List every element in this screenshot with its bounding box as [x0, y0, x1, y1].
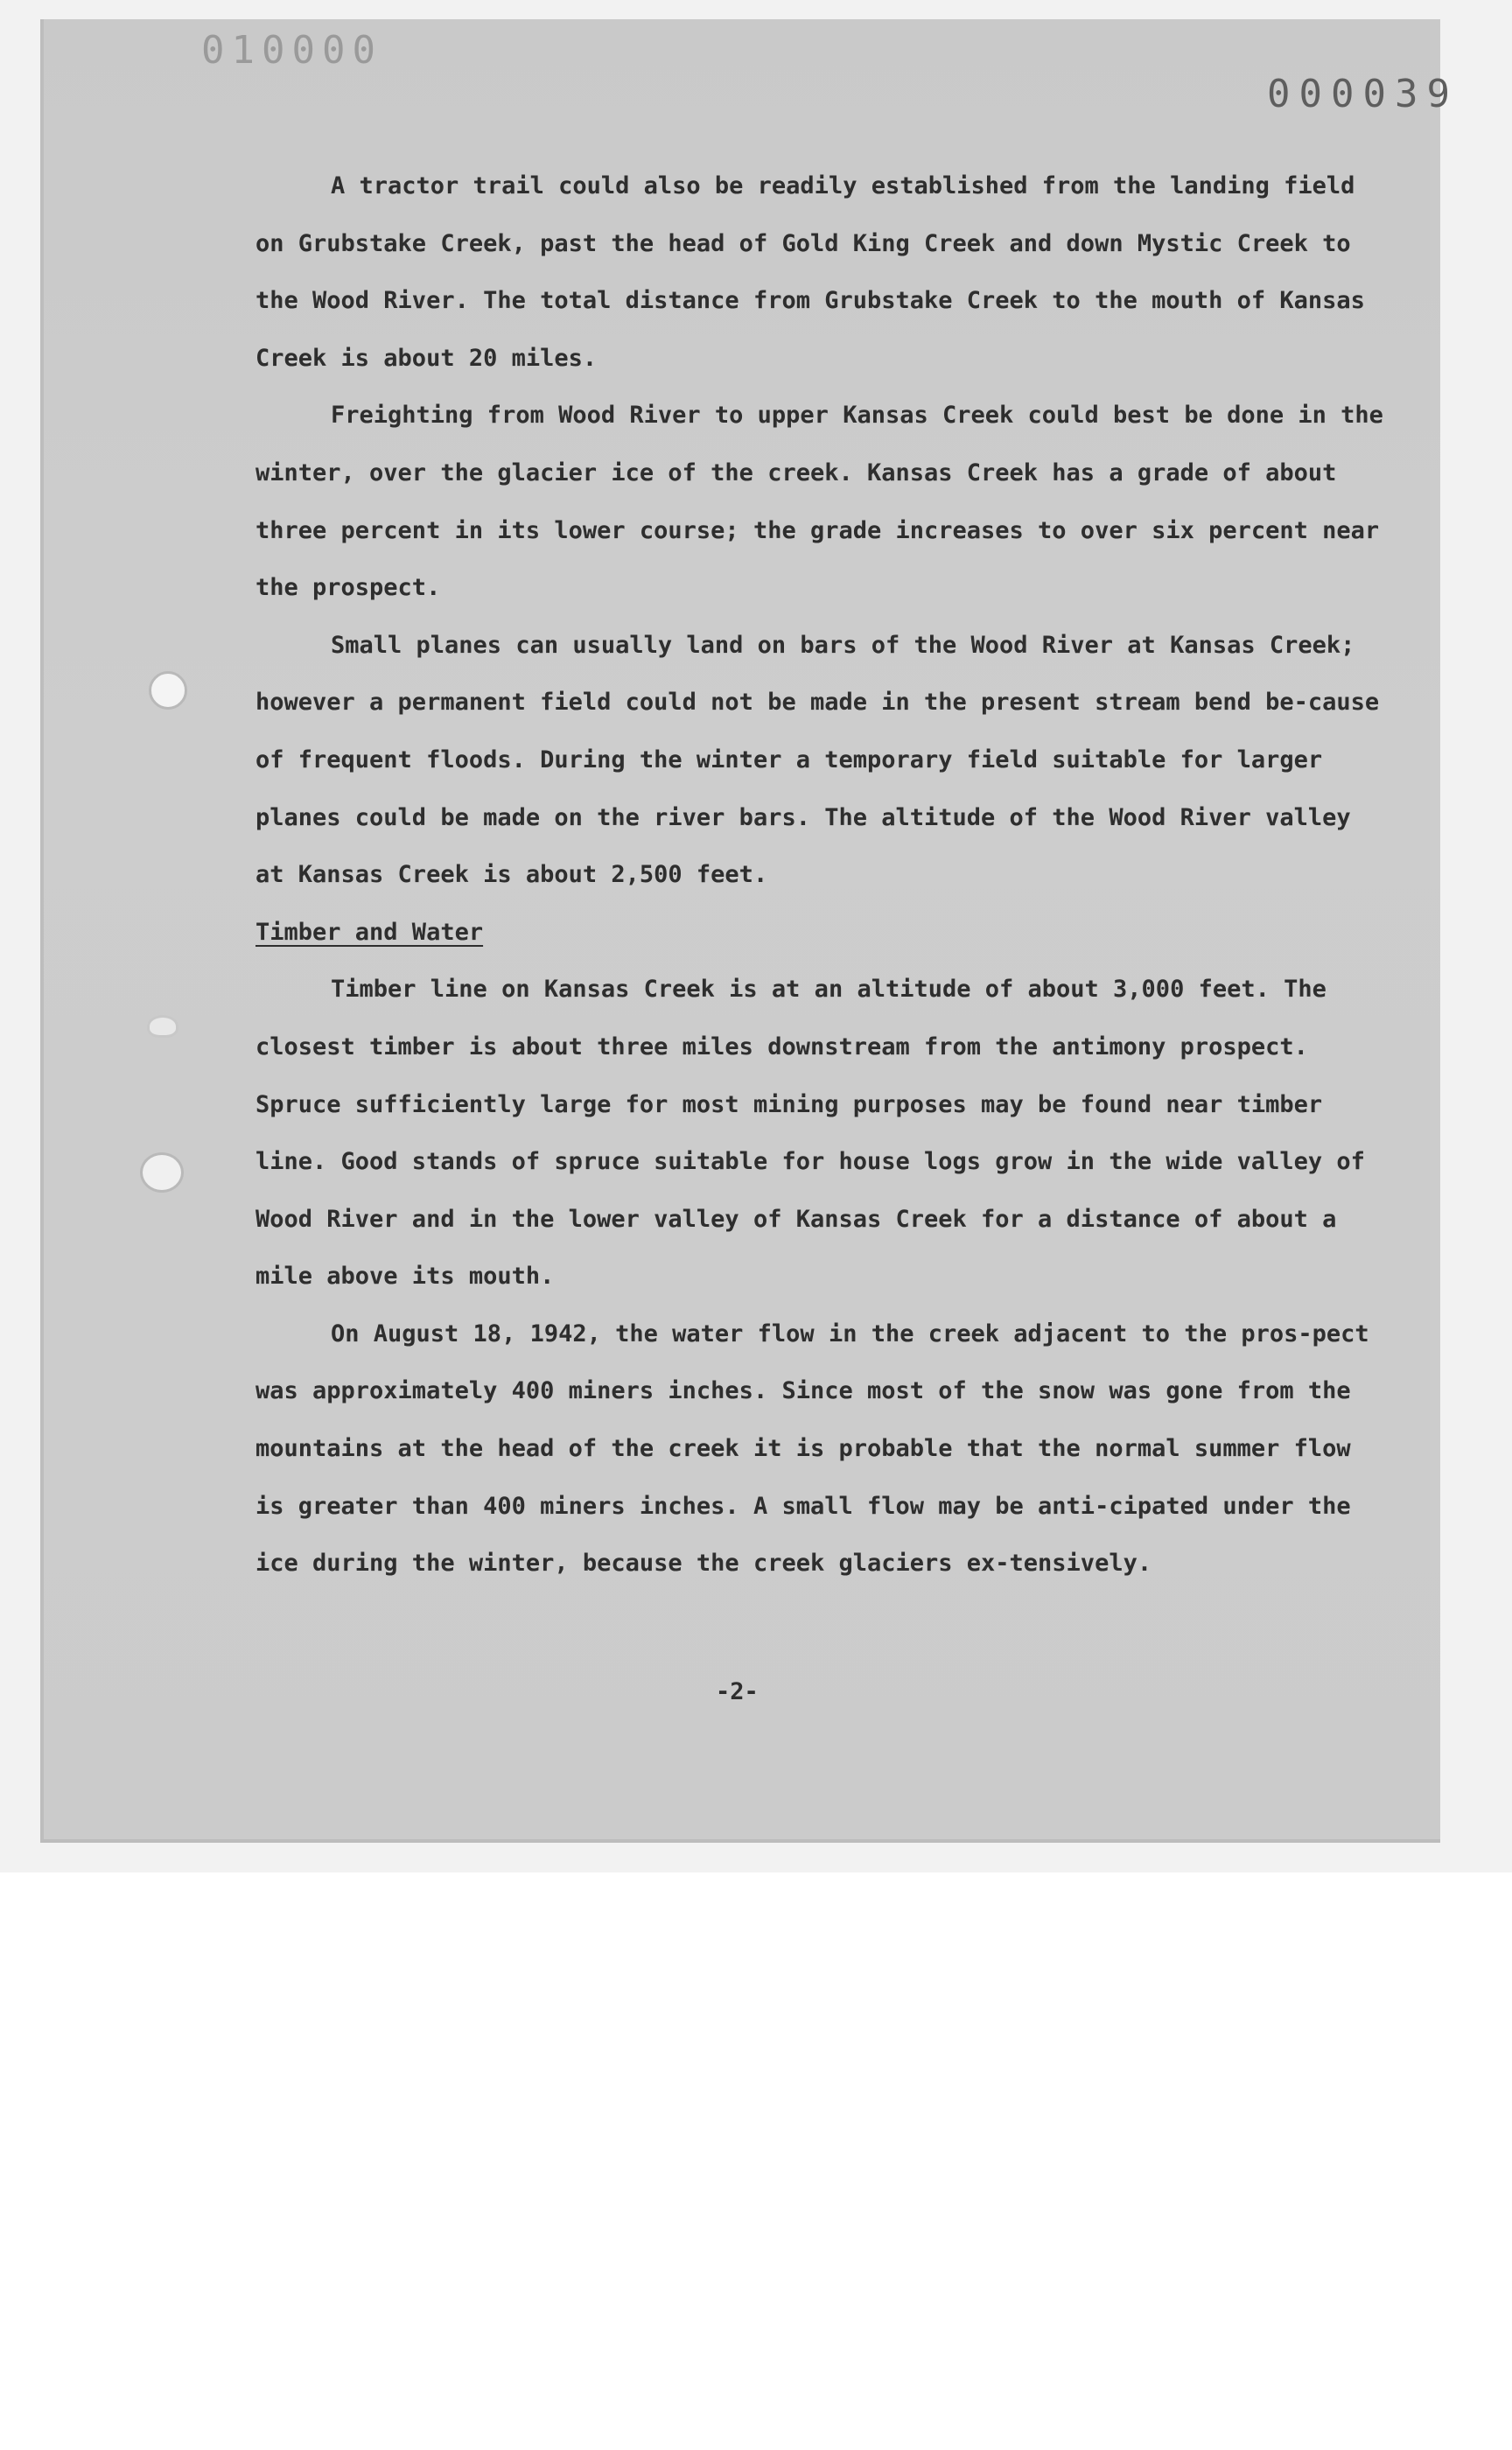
document-body — [256, 158, 1384, 1592]
section-heading-timber-and-water: Timber and Water — [256, 918, 484, 946]
page-number: -2- — [716, 1678, 759, 1705]
document-number-stamp-faded: 010000 — [201, 28, 382, 73]
binder-hole — [149, 671, 187, 710]
paragraph-timber-line: Timber line on Kansas Creek is at an altitude of about 3,000 feet. The closest timber is about three miles downstream from the antimony prospect. Spruce sufficiently large for most mining purposes may be found near timber line. Good stands of spruce suitable for house logs grow in the wide valley of Wood River and in the lower valley of Kansas Creek for a distance of about a mile above its mouth. — [256, 976, 1365, 1291]
binder-hole — [140, 1152, 184, 1193]
paragraph-water-flow: On August 18, 1942, the water flow in the creek adjacent to the pros-pect was approximately 400 miners inches. Since most of the snow was gone from the mountains at the head of the creek it is probable that the normal summer flow is greater than 400 miners inches. A small flow may be anti-cipated under the ice during the winter, because the creek glaciers ex-tensively. — [256, 1320, 1369, 1578]
paragraph-freighting: Freighting from Wood River to upper Kansas Creek could best be done in the winter, over the glacier ice of the creek. Kansas Creek has a grade of about three percent in its lower course; the grade increases to over six percent near the prospect. — [256, 402, 1383, 602]
binder-hole — [147, 1015, 178, 1038]
paragraph-small-planes: Small planes can usually land on bars of the Wood River at Kansas Creek; however a permanent field could not be made in the present stream bend be-cause of frequent floods. During the winter a temporary field suitable for larger planes could be made on the river bars. The altitude of the Wood River valley at Kansas Creek is about 2,500 feet. — [256, 631, 1380, 889]
paragraph-tractor-trail: A tractor trail could also be readily established from the landing field on Grubstake Creek, past the head of Gold King Creek and down Mystic Creek to the Wood River. The total distance from Grubstake Creek to the mouth of Kansas Creek is about 20 miles. — [256, 172, 1365, 372]
document-number-stamp: 000039 — [1267, 72, 1459, 116]
